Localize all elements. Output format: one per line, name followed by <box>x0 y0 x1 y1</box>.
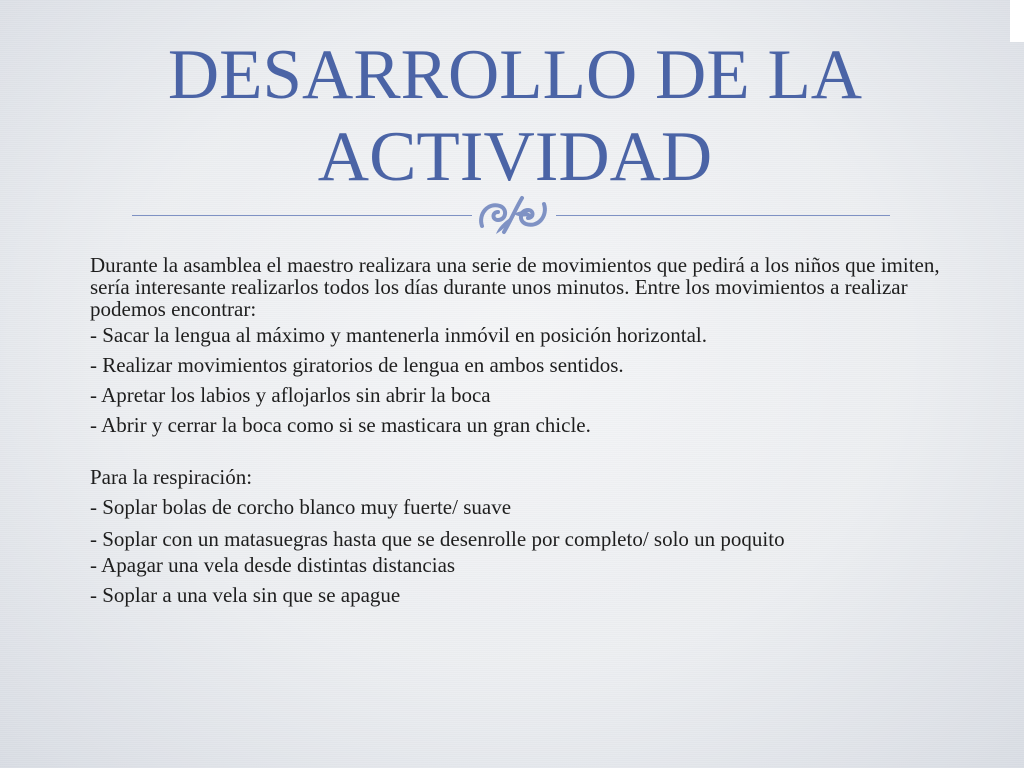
breathing-item: - Soplar bolas de corcho blanco muy fuerte/ suave <box>90 495 512 519</box>
slide-body <box>90 254 940 610</box>
corner-mark <box>1010 0 1024 42</box>
spacer <box>90 440 940 462</box>
movement-item: - Realizar movimientos giratorios de lengua en ambos sentidos. <box>90 353 624 377</box>
title-rule-right <box>556 215 890 216</box>
breathing-item: - Apagar una vela desde distintas distancias <box>90 553 456 577</box>
breathing-item: - Soplar a una vela sin que se apague <box>90 583 401 607</box>
movement-item: - Sacar la lengua al máximo y mantenerla inmóvil en posición horizontal. <box>90 323 707 347</box>
fleuron-icon <box>474 192 552 238</box>
movement-item: - Apretar los labios y aflojarlos sin abrir la boca <box>90 383 491 407</box>
movement-item: - Abrir y cerrar la boca como si se masticara un gran chicle. <box>90 413 591 437</box>
title-rule-left <box>132 215 472 216</box>
intro-paragraph: Durante la asamblea el maestro realizara una serie de movimientos que pedirá a los niños que imiten, sería interesante realizarlos todos los días durante unos minutos. Entre los movimientos a realizar podemos encontrar: <box>90 253 940 321</box>
breathing-item: - Soplar con un matasuegras hasta que se desenrolle por completo/ solo un poquito <box>90 527 785 551</box>
slide-title: DESARROLLO DE LA ACTIVIDAD <box>167 36 863 196</box>
breathing-heading: Para la respiración: <box>90 465 253 489</box>
